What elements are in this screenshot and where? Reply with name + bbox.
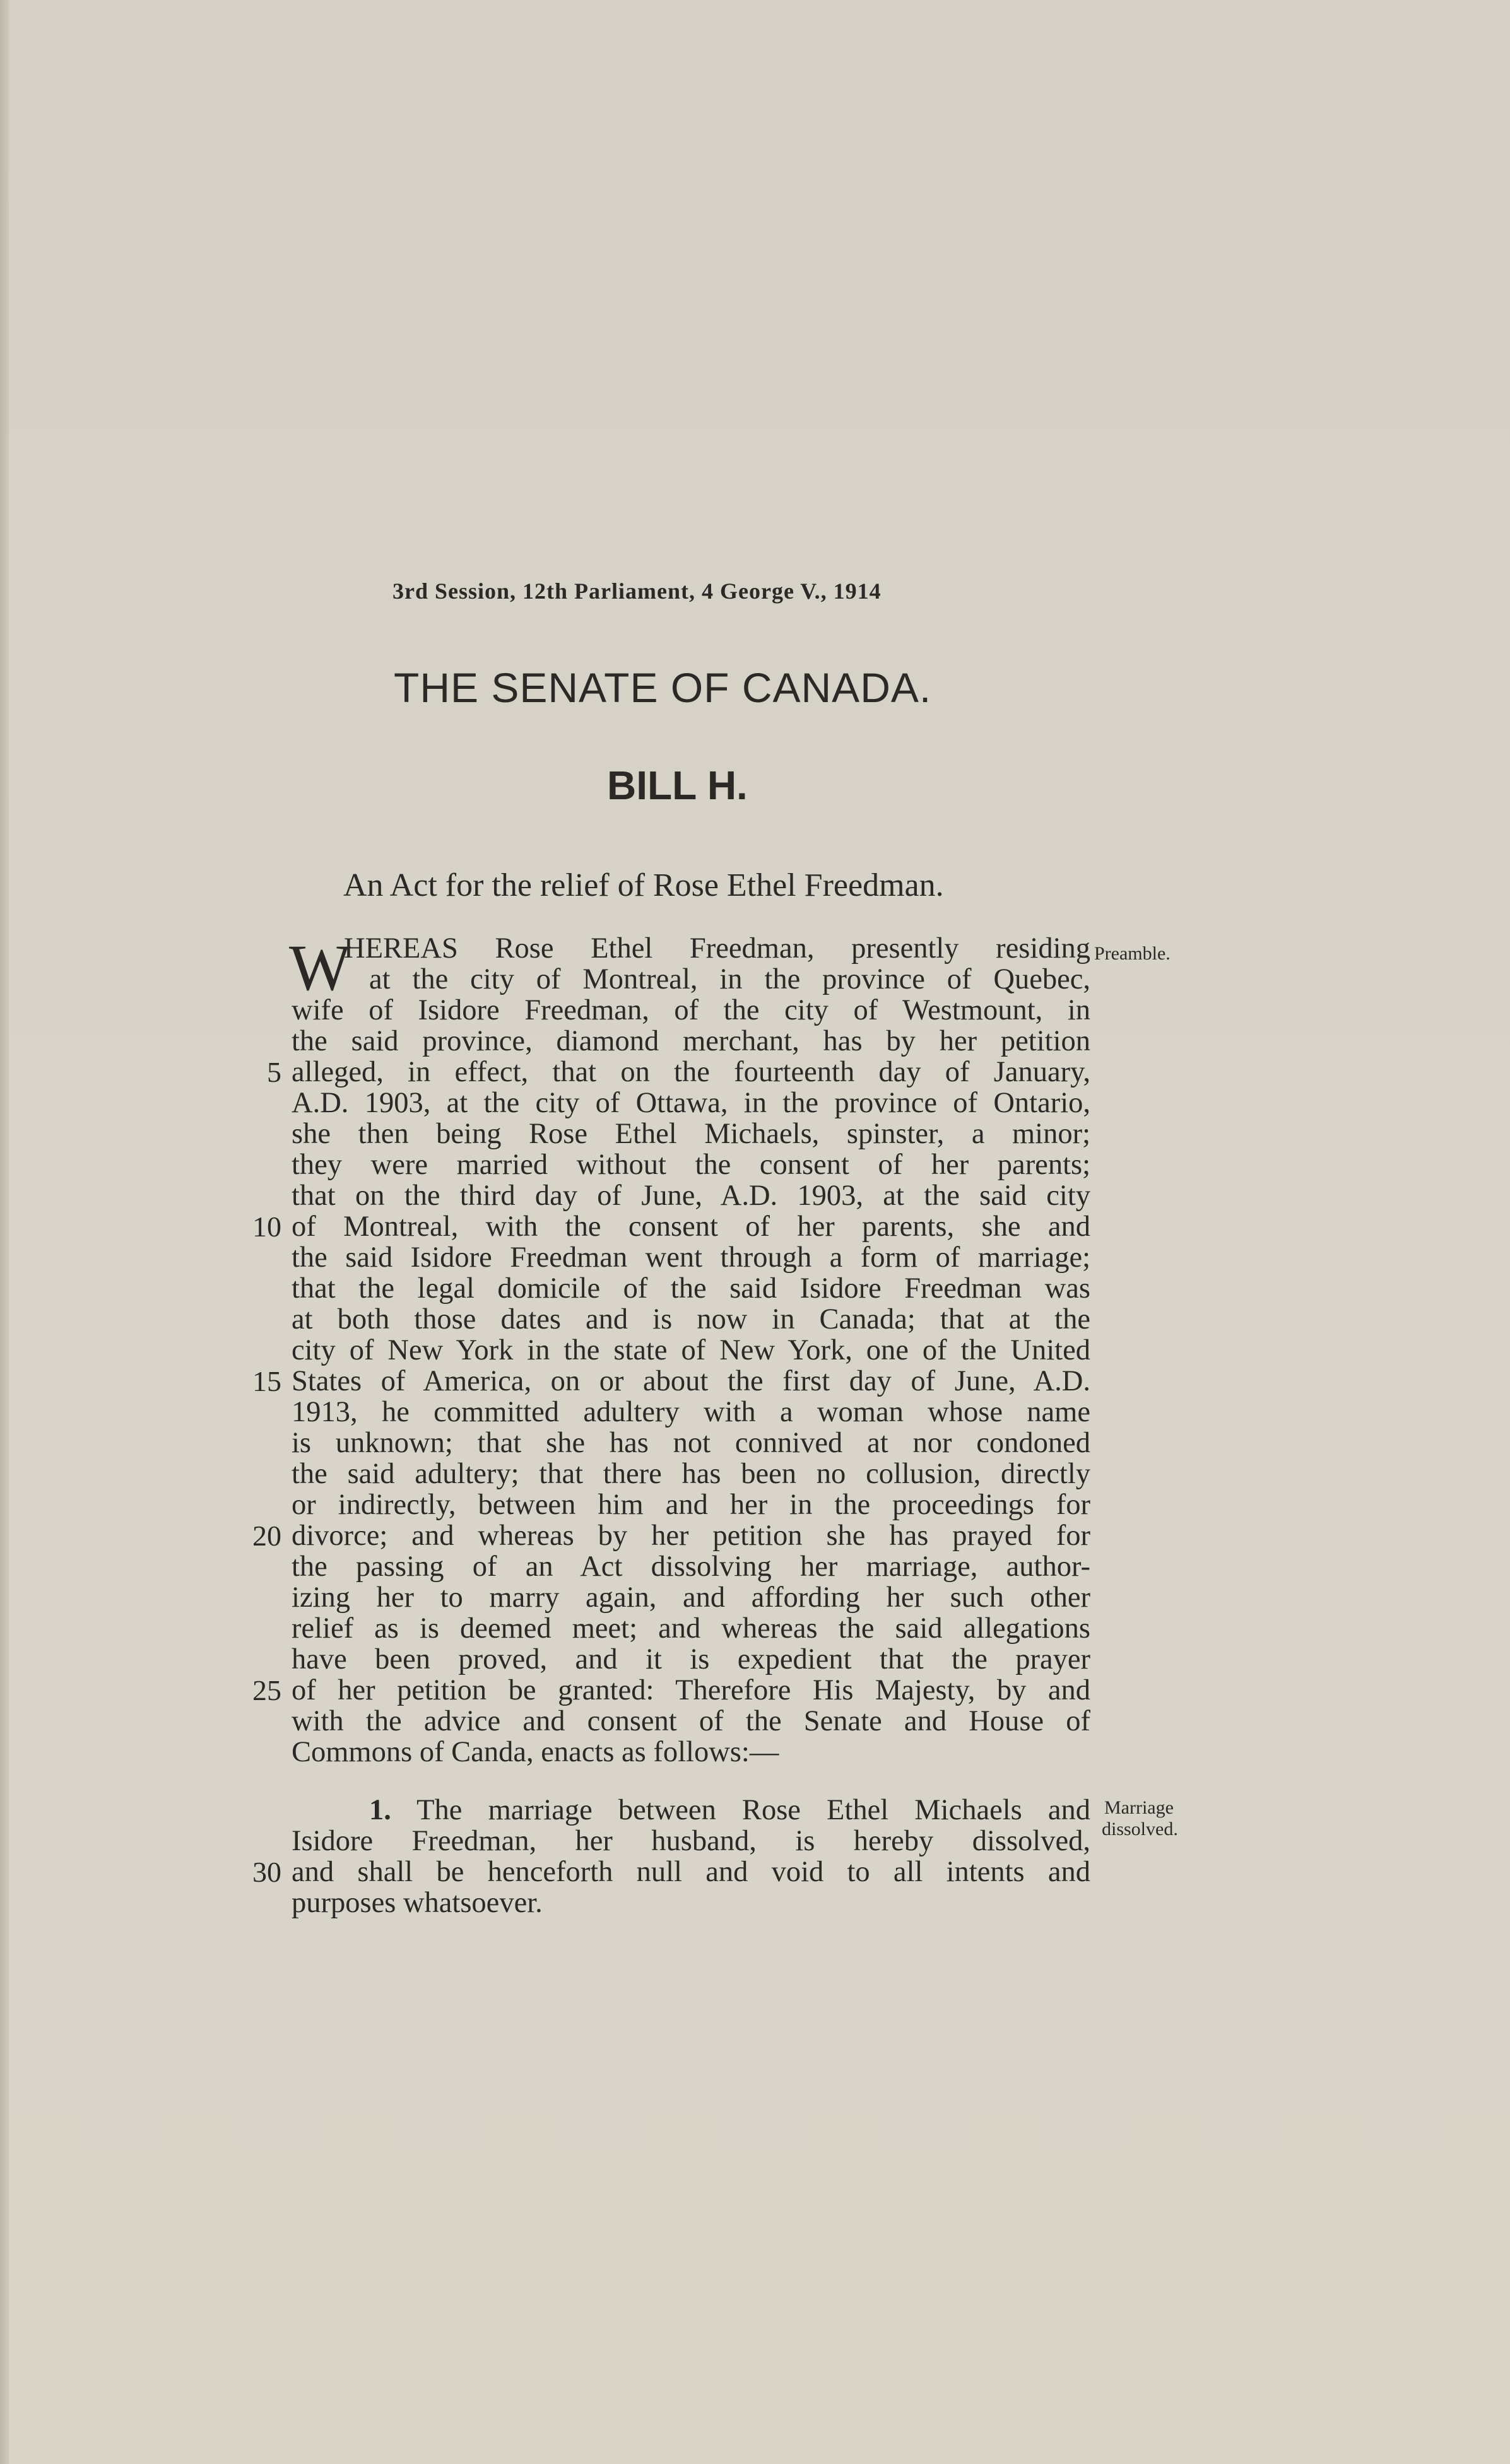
preamble-line: divorce; and whereas by her petition she has prayed for [292, 1520, 1090, 1552]
preamble-line: city of New York in the state of New York, one of the United [292, 1334, 1090, 1366]
section-text: The marriage between Rose Ethel Michaels and [416, 1794, 1090, 1826]
page-edge [0, 0, 9, 2464]
line-number: 15 [252, 1365, 281, 1397]
section-number: 1. [369, 1794, 391, 1826]
line-number: 25 [252, 1674, 281, 1706]
preamble-line: Commons of Canda, enacts as follows:— [292, 1736, 779, 1768]
preamble-line: is unknown; that she has not connived at nor condoned [292, 1427, 1090, 1459]
preamble-line: 1913, he committed adultery with a woman whose name [292, 1396, 1090, 1428]
preamble-line: relief as is deemed meet; and whereas the said allegations [292, 1612, 1090, 1645]
preamble-line: that on the third day of June, A.D. 1903, at the said city [292, 1180, 1090, 1212]
line-number: 20 [252, 1520, 281, 1552]
margin-note-marriage: Marriage [1104, 1797, 1174, 1818]
preamble-line: they were married without the consent of her parents; [292, 1149, 1090, 1181]
section-line [369, 1795, 1090, 1826]
preamble-line: the said Isidore Freedman went through a form of marriage; [292, 1241, 1090, 1274]
margin-note-dissolved: dissolved. [1102, 1819, 1178, 1839]
act-title: An Act for the relief of Rose Ethel Freedman. [343, 867, 944, 903]
preamble-line: at the city of Montreal, in the province of Quebec, [369, 963, 1090, 995]
margin-note-preamble: Preamble. [1094, 943, 1171, 964]
senate-heading: THE SENATE OF CANADA. [394, 664, 932, 711]
preamble-line: the passing of an Act dissolving her marriage, author- [292, 1551, 1090, 1583]
preamble-line: she then being Rose Ethel Michaels, spinster, a minor; [292, 1118, 1090, 1150]
preamble-line: A.D. 1903, at the city of Ottawa, in the province of Ontario, [292, 1087, 1090, 1119]
line-number: 30 [252, 1856, 281, 1888]
section-line: and shall be henceforth null and void to all intents and [292, 1856, 1090, 1888]
preamble-line: or indirectly, between him and her in the proceedings for [292, 1489, 1090, 1521]
preamble-line: that the legal domicile of the said Isidore Freedman was [292, 1272, 1090, 1305]
preamble-line: HEREAS Rose Ethel Freedman, presently residing [344, 932, 1090, 965]
preamble-line: of her petition be granted: Therefore His Majesty, by and [292, 1674, 1090, 1706]
preamble-line: izing her to marry again, and affording her such other [292, 1581, 1090, 1614]
preamble-line: of Montreal, with the consent of her parents, she and [292, 1211, 1090, 1243]
preamble-line: at both those dates and is now in Canada; that at the [292, 1303, 1090, 1335]
section-line: Isidore Freedman, her husband, is hereby dissolved, [292, 1825, 1090, 1857]
drop-cap: W [289, 932, 351, 1004]
preamble-line: with the advice and consent of the Senate and House of [292, 1705, 1090, 1737]
preamble-line: wife of Isidore Freedman, of the city of Westmount, in [292, 994, 1090, 1026]
preamble-line: the said province, diamond merchant, has by her petition [292, 1025, 1090, 1057]
preamble-line: States of America, on or about the first day of June, A.D. [292, 1365, 1090, 1397]
session-heading: 3rd Session, 12th Parliament, 4 George V., 1914 [392, 578, 882, 604]
preamble-line: have been proved, and it is expedient that the prayer [292, 1643, 1090, 1675]
line-number: 5 [267, 1056, 281, 1088]
preamble-line: alleged, in effect, that on the fourteenth day of January, [292, 1056, 1090, 1088]
section-line: purposes whatsoever. [292, 1887, 543, 1919]
line-number: 10 [252, 1211, 281, 1243]
bill-title: BILL H. [607, 763, 748, 808]
preamble-line: the said adultery; that there has been no collusion, directly [292, 1458, 1090, 1490]
